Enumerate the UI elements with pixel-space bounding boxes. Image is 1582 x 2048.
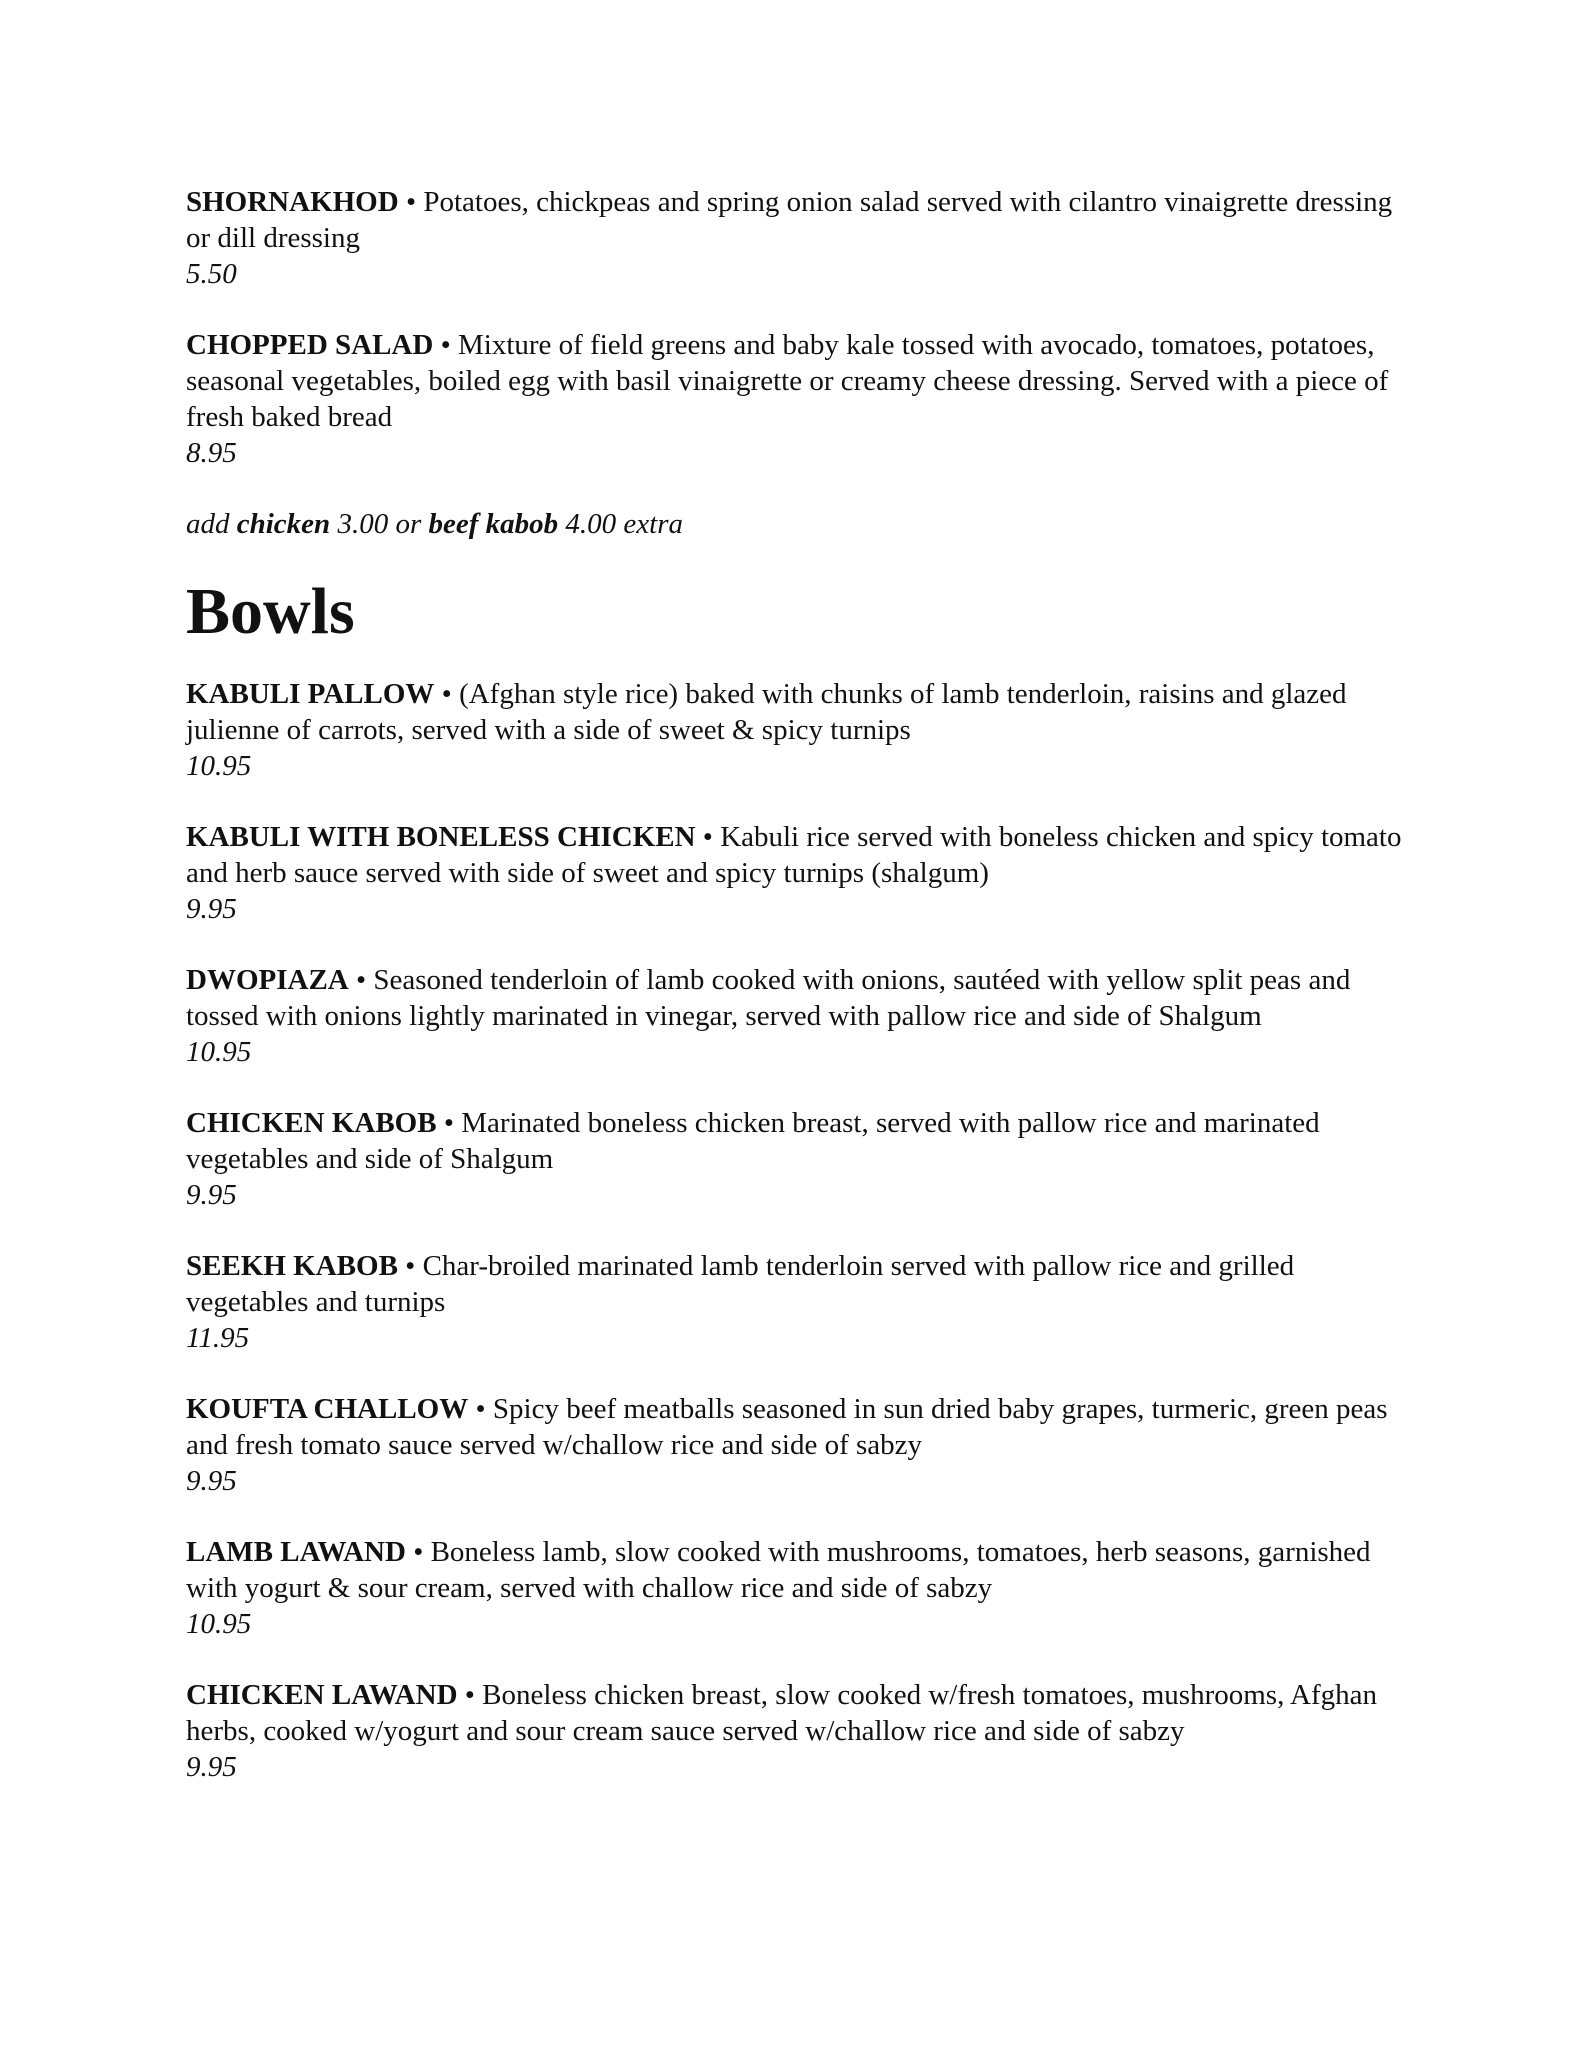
- item-separator: •: [468, 1393, 493, 1425]
- menu-item-lamb-lawand: [186, 1534, 1416, 1642]
- item-description: Seasoned tenderloin of lamb cooked with onions, sautéed with yellow split peas and tossed with onions lightly marinated in vinegar, served with pallow rice and side of Shalgum: [186, 964, 1351, 1032]
- item-separator: •: [695, 821, 721, 853]
- item-name: CHOPPED SALAD: [186, 329, 434, 361]
- item-name: SEEKH KABOB: [186, 1250, 398, 1282]
- item-separator: •: [405, 1536, 431, 1568]
- item-description: Kabuli rice served with boneless chicken and spicy tomato and herb sauce served with side of sweet and spicy turnips (shalgum): [186, 821, 1402, 889]
- item-separator: •: [433, 329, 458, 361]
- item-separator: •: [434, 678, 460, 710]
- addon-price-chicken: 3.00 or: [330, 508, 429, 540]
- item-description: (Afghan style rice) baked with chunks of lamb tenderloin, raisins and glazed julienne of carrots, served with a side of sweet & spicy turnips: [186, 678, 1347, 746]
- addon-note: [186, 506, 1416, 542]
- item-description: Char-broiled marinated lamb tenderloin served with pallow rice and grilled vegetables and turnips: [186, 1250, 1295, 1318]
- item-price: 9.95: [186, 1751, 237, 1783]
- item-price: 8.95: [186, 437, 237, 469]
- addon-option-beef-kabob: beef kabob: [428, 508, 559, 540]
- addon-option-chicken: chicken: [236, 508, 331, 540]
- item-price: 10.95: [186, 1036, 252, 1068]
- menu-page: [186, 184, 1416, 1820]
- menu-item-chicken-lawand: [186, 1677, 1416, 1785]
- menu-item-seekh-kabob: [186, 1248, 1416, 1356]
- item-description: Mixture of field greens and baby kale tossed with avocado, tomatoes, potatoes, seasonal vegetables, boiled egg with basil vinaigrette or creamy cheese dressing. Served with a piece of fresh baked bread: [186, 329, 1389, 433]
- menu-item-dwopiaza: [186, 962, 1416, 1070]
- item-name: KABULI PALLOW: [186, 678, 435, 710]
- addon-prefix: add: [186, 508, 237, 540]
- item-description: Spicy beef meatballs seasoned in sun dried baby grapes, turmeric, green peas and fresh tomato sauce served w/challow rice and side of sabzy: [186, 1393, 1388, 1461]
- item-price: 5.50: [186, 258, 237, 290]
- item-description: Boneless chicken breast, slow cooked w/fresh tomatoes, mushrooms, Afghan herbs, cooked w/yogurt and sour cream sauce served w/challow rice and side of sabzy: [186, 1679, 1377, 1747]
- item-price: 9.95: [186, 1179, 237, 1211]
- section-heading-bowls: Bowls: [186, 575, 355, 648]
- item-name: KABULI WITH BONELESS CHICKEN: [186, 821, 696, 853]
- item-description: Boneless lamb, slow cooked with mushrooms, tomatoes, herb seasons, garnished with yogurt & sour cream, served with challow rice and side of sabzy: [186, 1536, 1371, 1604]
- item-separator: •: [397, 1250, 423, 1282]
- item-name: CHICKEN LAWAND: [186, 1679, 458, 1711]
- item-separator: •: [457, 1679, 483, 1711]
- item-description: Potatoes, chickpeas and spring onion salad served with cilantro vinaigrette dressing or dill dressing: [186, 186, 1393, 254]
- menu-item-chopped-salad: [186, 327, 1416, 471]
- menu-item-shornakhod: [186, 184, 1416, 292]
- addon-price-beef-kabob: 4.00 extra: [558, 508, 683, 540]
- item-price: 10.95: [186, 750, 252, 782]
- item-separator: •: [348, 964, 374, 996]
- item-description: Marinated boneless chicken breast, served with pallow rice and marinated vegetables and side of Shalgum: [186, 1107, 1320, 1175]
- menu-item-kabuli-pallow: [186, 676, 1416, 784]
- menu-item-chicken-kabob: [186, 1105, 1416, 1213]
- menu-item-koufta-challow: [186, 1391, 1416, 1499]
- item-name: KOUFTA CHALLOW: [186, 1393, 469, 1425]
- item-price: 11.95: [186, 1322, 250, 1354]
- item-separator: •: [398, 186, 424, 218]
- menu-item-kabuli-boneless-chicken: [186, 819, 1416, 927]
- item-price: 9.95: [186, 893, 237, 925]
- item-price: 9.95: [186, 1465, 237, 1497]
- item-name: CHICKEN KABOB: [186, 1107, 437, 1139]
- item-separator: •: [436, 1107, 462, 1139]
- item-name: SHORNAKHOD: [186, 186, 399, 218]
- item-name: DWOPIAZA: [186, 964, 349, 996]
- item-name: LAMB LAWAND: [186, 1536, 406, 1568]
- item-price: 10.95: [186, 1608, 252, 1640]
